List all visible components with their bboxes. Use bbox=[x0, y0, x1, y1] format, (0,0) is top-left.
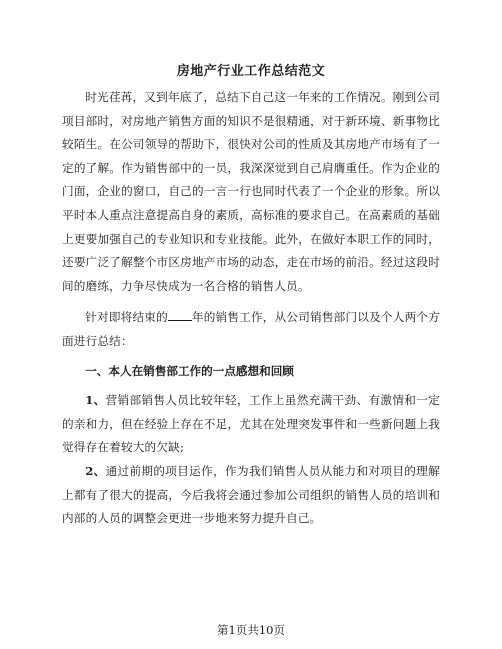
list-item-1-text: 营销部销售人员比较年轻，工作上虽然充满干劲、有激情和一定的亲和力，但在经验上存在不足，尤其在处理突发事件和一些新问题上我觉得存在着较大的欠缺; bbox=[62, 393, 440, 455]
list-item-2-number: 2、 bbox=[85, 463, 106, 478]
paragraph-spacer bbox=[62, 298, 440, 306]
list-item-1-number: 1、 bbox=[85, 393, 106, 408]
list-item-2 bbox=[62, 460, 440, 531]
summary-intro-paragraph bbox=[62, 306, 440, 353]
year-blank bbox=[168, 309, 192, 321]
summary-intro-start: 针对即将结束的 bbox=[85, 310, 168, 325]
summary-intro-end: 年的销售工作，从公司销售部门以及个人两个方面进行总结： bbox=[62, 310, 440, 348]
document-title: 房地产行业工作总结范文 bbox=[176, 64, 326, 79]
intro-paragraph: 时光荏苒，又到年底了，总结下自己这一年来的工作情况。刚到公司项目部时，对房地产销售方面的知识不是很精通，对于新环境、新事物比较陌生。在公司领导的帮助下，很快对公司的性质及其房地产市场有了一定的了解。作为销售部中的一员，我深深觉到自己肩膺重任。作为企业的门面，企业的窗口，自己的一言一行也同时代表了一个企业的形象。所以平时本人重点注意提高自身的素质，高标准的要求自己。在高素质的基础上更要加强自己的专业知识和专业技能。此外，在做好本职工作的同时，还要广泛了解整个市区房地产市场的动态，走在市场的前沿。经过这段时间的磨练，力争尽快成为一名合格的销售人员。 bbox=[62, 90, 440, 293]
page-number-footer: 第1页共10页 bbox=[217, 623, 285, 637]
list-item-2-text: 通过前期的项目运作，作为我们销售人员从能力和对项目的理解上都有了很大的提高，今后我将会通过参加公司组织的销售人员的培训和内部的人员的调整会更进一步地来努力提升自己。 bbox=[62, 463, 440, 526]
list-item-1 bbox=[62, 389, 440, 460]
section-heading-1: 一、本人在销售部工作的一点感想和回顾 bbox=[85, 363, 294, 378]
